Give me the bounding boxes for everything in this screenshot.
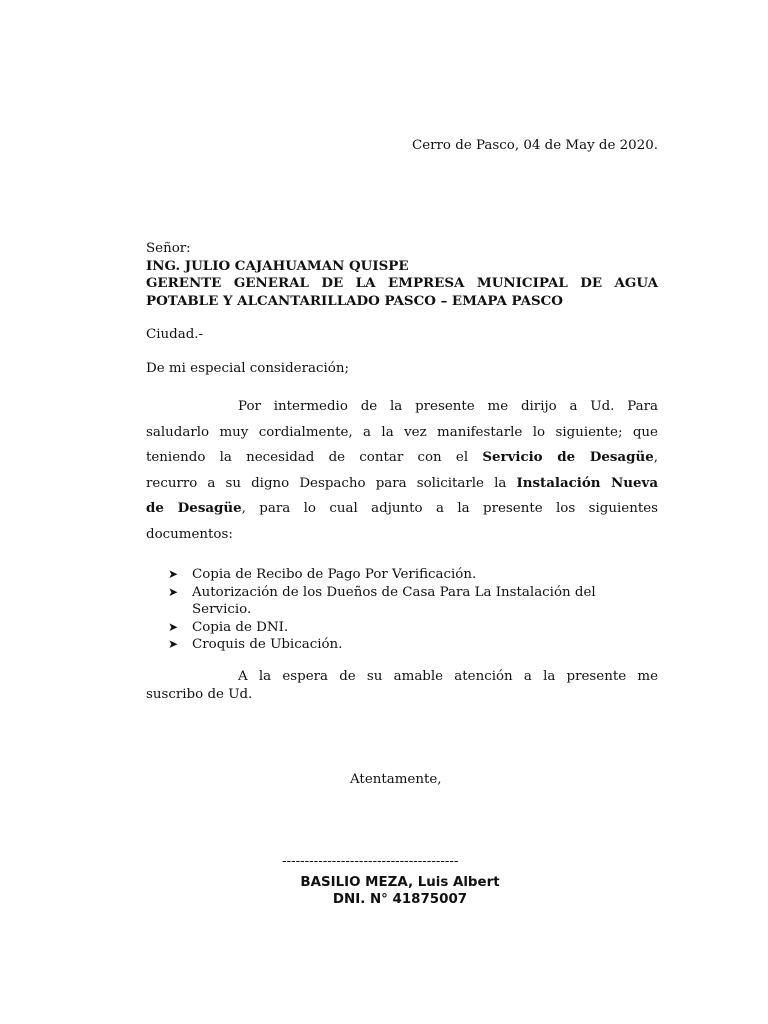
body-line-6: documentos: [146,526,233,542]
document-item-text: Autorización de los Dueños de Casa Para La Instalación del [192,584,596,600]
body-line-3 [146,445,658,471]
arrowhead-bullet-icon: ➤ [168,567,179,581]
body-line-5-suffix: , para lo cual adjunto a la presente los siguientes [241,501,658,516]
signer-name: BASILIO MEZA, Luis Albert [300,875,500,890]
body-line-5 [146,496,658,522]
list-item [168,584,658,619]
closing-line-2: suscribo de Ud. [146,687,253,702]
arrowhead-bullet-icon: ➤ [168,619,179,634]
recipient-block [146,240,658,310]
body-line-4 [146,471,658,497]
install-part-2: de Desagüe [146,500,242,516]
list-item [168,619,658,637]
city-line: Ciudad.- [146,327,204,342]
body-line-3-prefix: teniendo la necesidad de contar con el [146,450,483,465]
document-item-text: Copia de DNI. [192,619,289,635]
arrowhead-bullet-icon: ➤ [168,637,179,651]
document-item-text-continued: Servicio. [192,602,252,617]
recipient-title-line-1: GERENTE GENERAL DE LA EMPRESA MUNICIPAL DE AGUA [146,275,658,291]
body-line-3-suffix: , [653,450,658,465]
body-line-2: saludarlo muy cordialmente, a la vez manifestarle lo siguiente; que [146,424,658,440]
closing-line-1: A la espera de su amable atención a la presente me [238,669,658,684]
install-part-1: Instalación Nueva [516,474,658,491]
body-line-4-prefix: recurro a su digno Despacho para solicitarle la [146,475,517,491]
recipient-title-line-2: POTABLE Y ALCANTARILLADO PASCO – EMAPA PASCO [146,292,563,309]
signoff: Atentamente, [350,772,442,787]
signer-block [260,874,540,908]
signer-id: DNI. N° 41875007 [332,892,468,907]
document-item-text: Copia de Recibo de Pago Por Verificación. [192,567,477,582]
recipient-salutation: Señor: [146,241,191,256]
documents-list [168,566,658,654]
date-line: Cerro de Pasco, 04 de May de 2020. [411,138,658,153]
recipient-name: ING. JULIO CAJAHUAMAN QUISPE [146,257,409,274]
list-item [168,566,658,584]
greeting-line: De mi especial consideración; [146,361,349,376]
signature-line: --------------------------------------- [282,854,459,869]
service-name: Servicio de Desagüe [482,449,654,465]
body-paragraph [146,394,658,547]
document-item-text: Croquis de Ubicación. [192,637,343,652]
arrowhead-bullet-icon: ➤ [168,584,179,599]
closing-paragraph [146,668,658,704]
body-line-1: Por intermedio de la presente me dirijo a Ud. Para [238,399,658,414]
list-item [168,636,658,654]
